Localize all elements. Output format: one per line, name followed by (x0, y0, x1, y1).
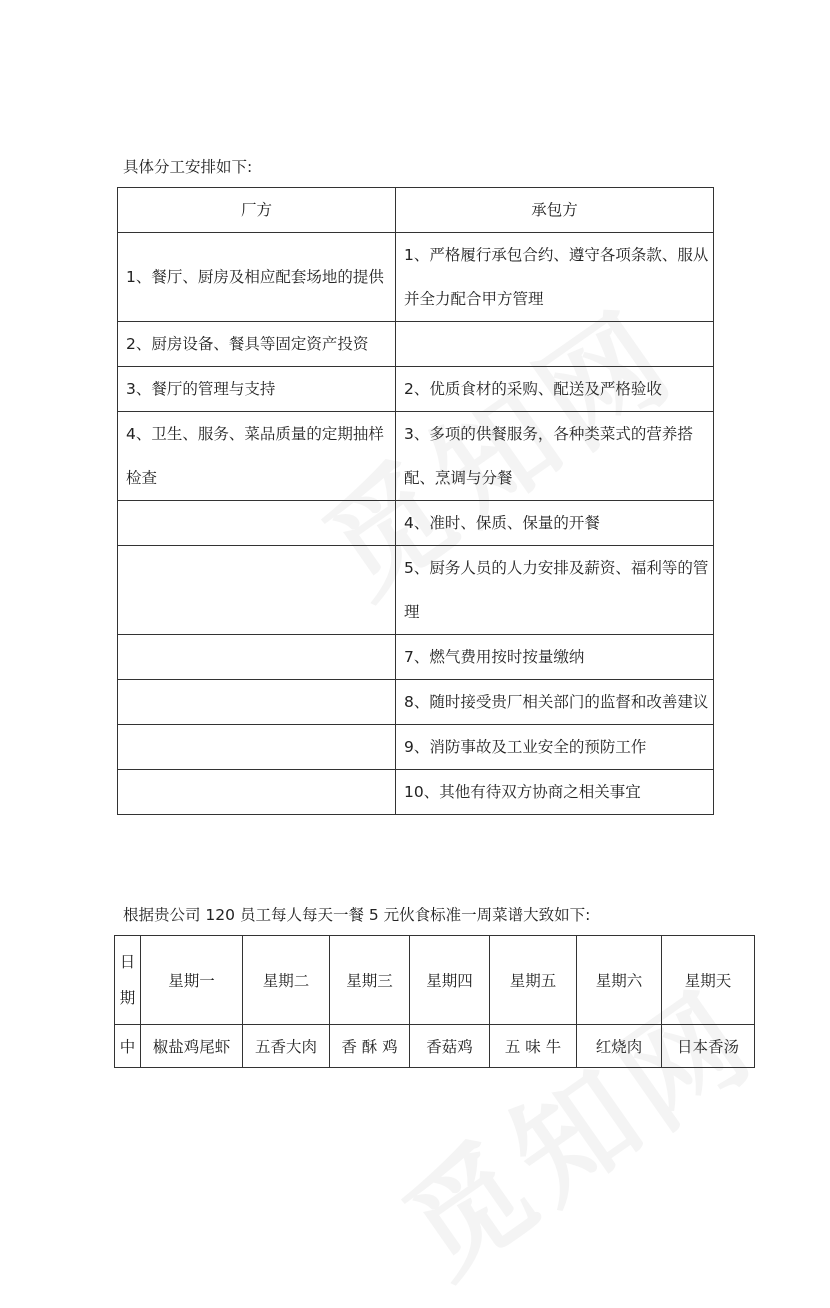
contractor-cell: 1、严格履行承包合约、遵守各项条款、服从并全力配合甲方管理 (396, 233, 714, 322)
day-cell: 星期四 (410, 936, 490, 1025)
table-header-row (118, 188, 714, 233)
factory-cell (118, 725, 396, 770)
factory-cell (118, 680, 396, 725)
table-row (118, 233, 714, 322)
contractor-cell: 4、准时、保质、保量的开餐 (396, 501, 714, 546)
factory-cell: 2、厨房设备、餐具等固定资产投资 (118, 322, 396, 367)
menu-table (114, 935, 755, 1068)
factory-cell: 4、卫生、服务、菜品质量的定期抽样检查 (118, 412, 396, 501)
factory-cell (118, 635, 396, 680)
factory-cell: 3、餐厅的管理与支持 (118, 367, 396, 412)
contractor-cell: 3、多项的供餐服务，各种类菜式的营养搭配、烹调与分餐 (396, 412, 714, 501)
table-row (118, 367, 714, 412)
menu-header-row (115, 936, 755, 1025)
menu-lunch-row (115, 1025, 755, 1068)
header-factory: 厂方 (118, 188, 396, 233)
menu-intro-text: 根据贵公司 120 员工每人每天一餐 5 元伙食标准一周菜谱大致如下: (123, 906, 591, 924)
lunch-label-cell: 中 (115, 1025, 141, 1068)
table-row (118, 635, 714, 680)
contractor-cell: 10、其他有待双方协商之相关事宜 (396, 770, 714, 815)
day-cell: 星期二 (243, 936, 330, 1025)
day-cell: 星期五 (490, 936, 577, 1025)
duty-table (117, 187, 714, 815)
dish-cell: 五香大肉 (243, 1025, 330, 1068)
table-row (118, 412, 714, 501)
header-contractor: 承包方 (396, 188, 714, 233)
day-cell: 星期六 (577, 936, 662, 1025)
contractor-cell (396, 322, 714, 367)
dish-cell: 红烧肉 (577, 1025, 662, 1068)
contractor-cell: 2、优质食材的采购、配送及严格验收 (396, 367, 714, 412)
factory-cell (118, 770, 396, 815)
factory-cell: 1、餐厅、厨房及相应配套场地的提供 (118, 233, 396, 322)
dish-cell: 五 味 牛 (490, 1025, 577, 1068)
dish-cell: 椒盐鸡尾虾 (141, 1025, 243, 1068)
dish-cell: 香 酥 鸡 (330, 1025, 410, 1068)
contractor-cell: 5、厨务人员的人力安排及薪资、福利等的管理 (396, 546, 714, 635)
table-row (118, 546, 714, 635)
day-cell: 星期天 (662, 936, 755, 1025)
table-row (118, 501, 714, 546)
day-cell: 星期三 (330, 936, 410, 1025)
date-corner-cell: 日期 (115, 936, 141, 1025)
contractor-cell: 8、随时接受贵厂相关部门的监督和改善建议 (396, 680, 714, 725)
dish-cell: 香菇鸡 (410, 1025, 490, 1068)
day-cell: 星期一 (141, 936, 243, 1025)
contractor-cell: 9、消防事故及工业安全的预防工作 (396, 725, 714, 770)
dish-cell: 日本香汤 (662, 1025, 755, 1068)
factory-cell (118, 546, 396, 635)
intro-text: 具体分工安排如下: (123, 158, 253, 176)
contractor-cell: 7、燃气费用按时按量缴纳 (396, 635, 714, 680)
table-row (118, 725, 714, 770)
table-row (118, 680, 714, 725)
table-row (118, 770, 714, 815)
table-row (118, 322, 714, 367)
factory-cell (118, 501, 396, 546)
